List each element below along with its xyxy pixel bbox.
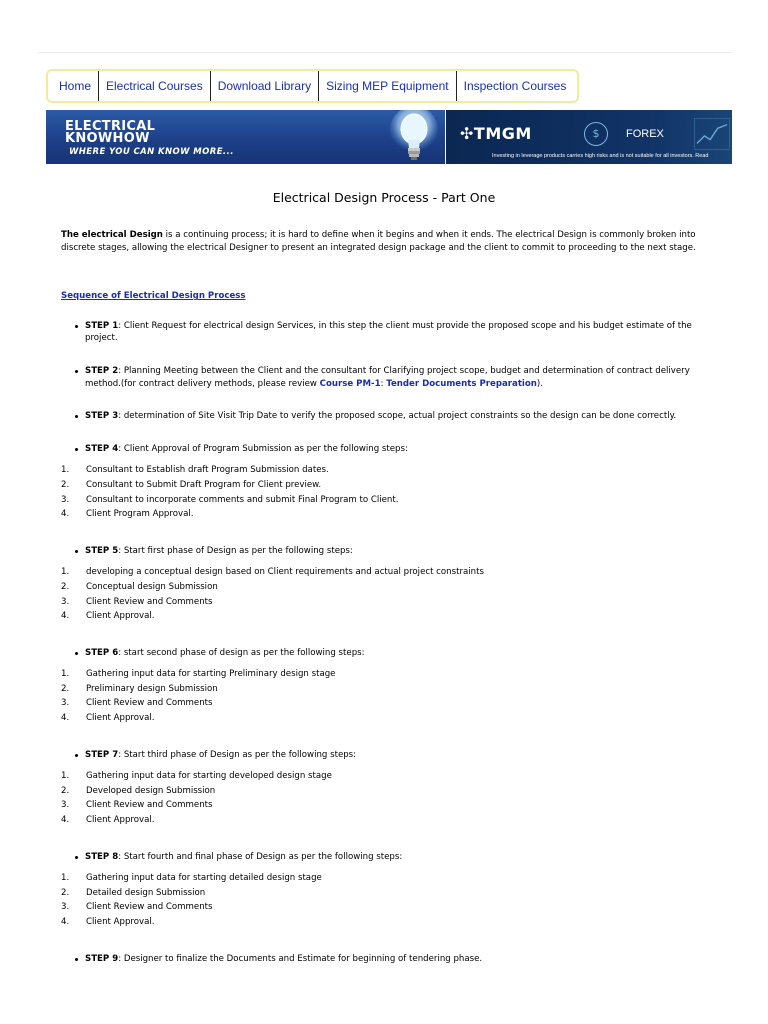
page-title: Electrical Design Process - Part One: [272, 190, 496, 205]
chart-icon: [694, 118, 730, 150]
article-body: [61, 229, 711, 965]
list-item: 1. Gathering input data for starting Preliminary design stage: [61, 669, 336, 680]
step-2: STEP 2: Planning Meeting between the Client and the consultant for Clarifying project scope, budget and determination of contract delivery method.(for contract delivery methods, please review Course PM-1: Tender Documents Preparation).: [61, 365, 711, 390]
list-item: 4. Client Approval.: [61, 815, 155, 826]
step-8: STEP 8: Start fourth and final phase of Design as per the following steps:: [61, 851, 711, 864]
step-4-substeps: [61, 463, 711, 521]
list-item: 3. Client Review and Comments: [61, 800, 213, 811]
nav-sizing-mep-equipment[interactable]: Sizing MEP Equipment: [319, 71, 457, 101]
course-pm1-link[interactable]: Course PM-1: [319, 378, 381, 389]
tender-documents-link[interactable]: Tender Documents Preparation: [386, 378, 537, 389]
list-item: 3. Consultant to incorporate comments and submit Final Program to Client.: [61, 494, 399, 505]
list-item: 3. Client Review and Comments: [61, 596, 213, 607]
list-item: 1. Gathering input data for starting detailed design stage: [61, 873, 322, 884]
list-item: 1. Gathering input data for starting developed design stage: [61, 771, 332, 782]
list-item: 2. Conceptual design Submission: [61, 581, 218, 592]
step-5: STEP 5: Start first phase of Design as per the following steps:: [61, 545, 711, 558]
ad-brand: ✣TMGM: [460, 124, 532, 143]
step-7-substeps: [61, 769, 711, 827]
list-item: 3. Client Review and Comments: [61, 902, 213, 913]
step-9: STEP 9: Designer to finalize the Documents and Estimate for beginning of tendering phase.: [61, 953, 711, 966]
dollar-coin-icon: $: [584, 122, 608, 146]
step-8-substeps: [61, 871, 711, 929]
step-1: STEP 1: Client Request for electrical design Services, in this step the client must provide the proposed scope and his budget estimate of the project.: [61, 320, 711, 345]
step-5-substeps: [61, 565, 711, 623]
banner-tagline: WHERE YOU CAN KNOW MORE...: [69, 147, 234, 157]
ad-product: FOREX: [626, 128, 664, 140]
ad-disclaimer: Investing in leverage products carries high risks and is not suitable for all investors. Read: [492, 153, 709, 159]
list-item: 4. Client Approval.: [61, 611, 155, 622]
light-bulb-icon: [382, 110, 442, 164]
step-7: STEP 7: Start third phase of Design as per the following steps:: [61, 749, 711, 762]
nav-download-library[interactable]: Download Library: [211, 71, 319, 101]
nav-inspection-courses[interactable]: Inspection Courses: [463, 79, 567, 93]
step-6-substeps: [61, 667, 711, 725]
step-3: STEP 3: determination of Site Visit Trip Date to verify the proposed scope, actual project constraints so the design can be done correctly.: [61, 410, 711, 423]
list-item: 1. Consultant to Establish draft Program Submission dates.: [61, 465, 329, 476]
step-6: STEP 6: start second phase of design as per the following steps:: [61, 647, 711, 660]
sequence-link[interactable]: Sequence of Electrical Design Process: [61, 291, 246, 302]
list-item: 2. Developed design Submission: [61, 785, 216, 796]
intro-text: is a continuing process; it is hard to define when it begins and when it ends. The electrical Design is commonly broken into discrete stages, allowing the electrical Designer to present an integrated design package and the client to commit to proceeding to the next stage.: [61, 230, 696, 253]
step-4: STEP 4: Client Approval of Program Submission as per the following steps:: [61, 443, 711, 456]
list-item: 4. Client Approval.: [61, 713, 155, 724]
nav-electrical-courses[interactable]: Electrical Courses: [99, 71, 211, 101]
top-divider: [38, 52, 732, 53]
main-nav: [46, 69, 579, 103]
list-item: 4. Client Program Approval.: [61, 509, 194, 520]
list-item: 2. Preliminary design Submission: [61, 683, 218, 694]
intro-bold: The electrical Design: [61, 230, 163, 240]
site-banner[interactable]: [46, 110, 445, 164]
banner-title-line2: KNOWHOW: [65, 131, 150, 146]
banner-title-line1: ELECTRICAL: [65, 119, 156, 134]
list-item: 2. Consultant to Submit Draft Program for Client preview.: [61, 479, 322, 490]
list-item: 1. developing a conceptual design based on Client requirements and actual project constraints: [61, 567, 484, 578]
list-item: 4. Client Approval.: [61, 917, 155, 927]
nav-home[interactable]: Home: [52, 71, 99, 101]
intro-paragraph: [61, 229, 711, 254]
list-item: 2. Detailed design Submission: [61, 887, 206, 898]
list-item: 3. Client Review and Comments: [61, 698, 213, 709]
ad-banner[interactable]: [446, 110, 732, 164]
